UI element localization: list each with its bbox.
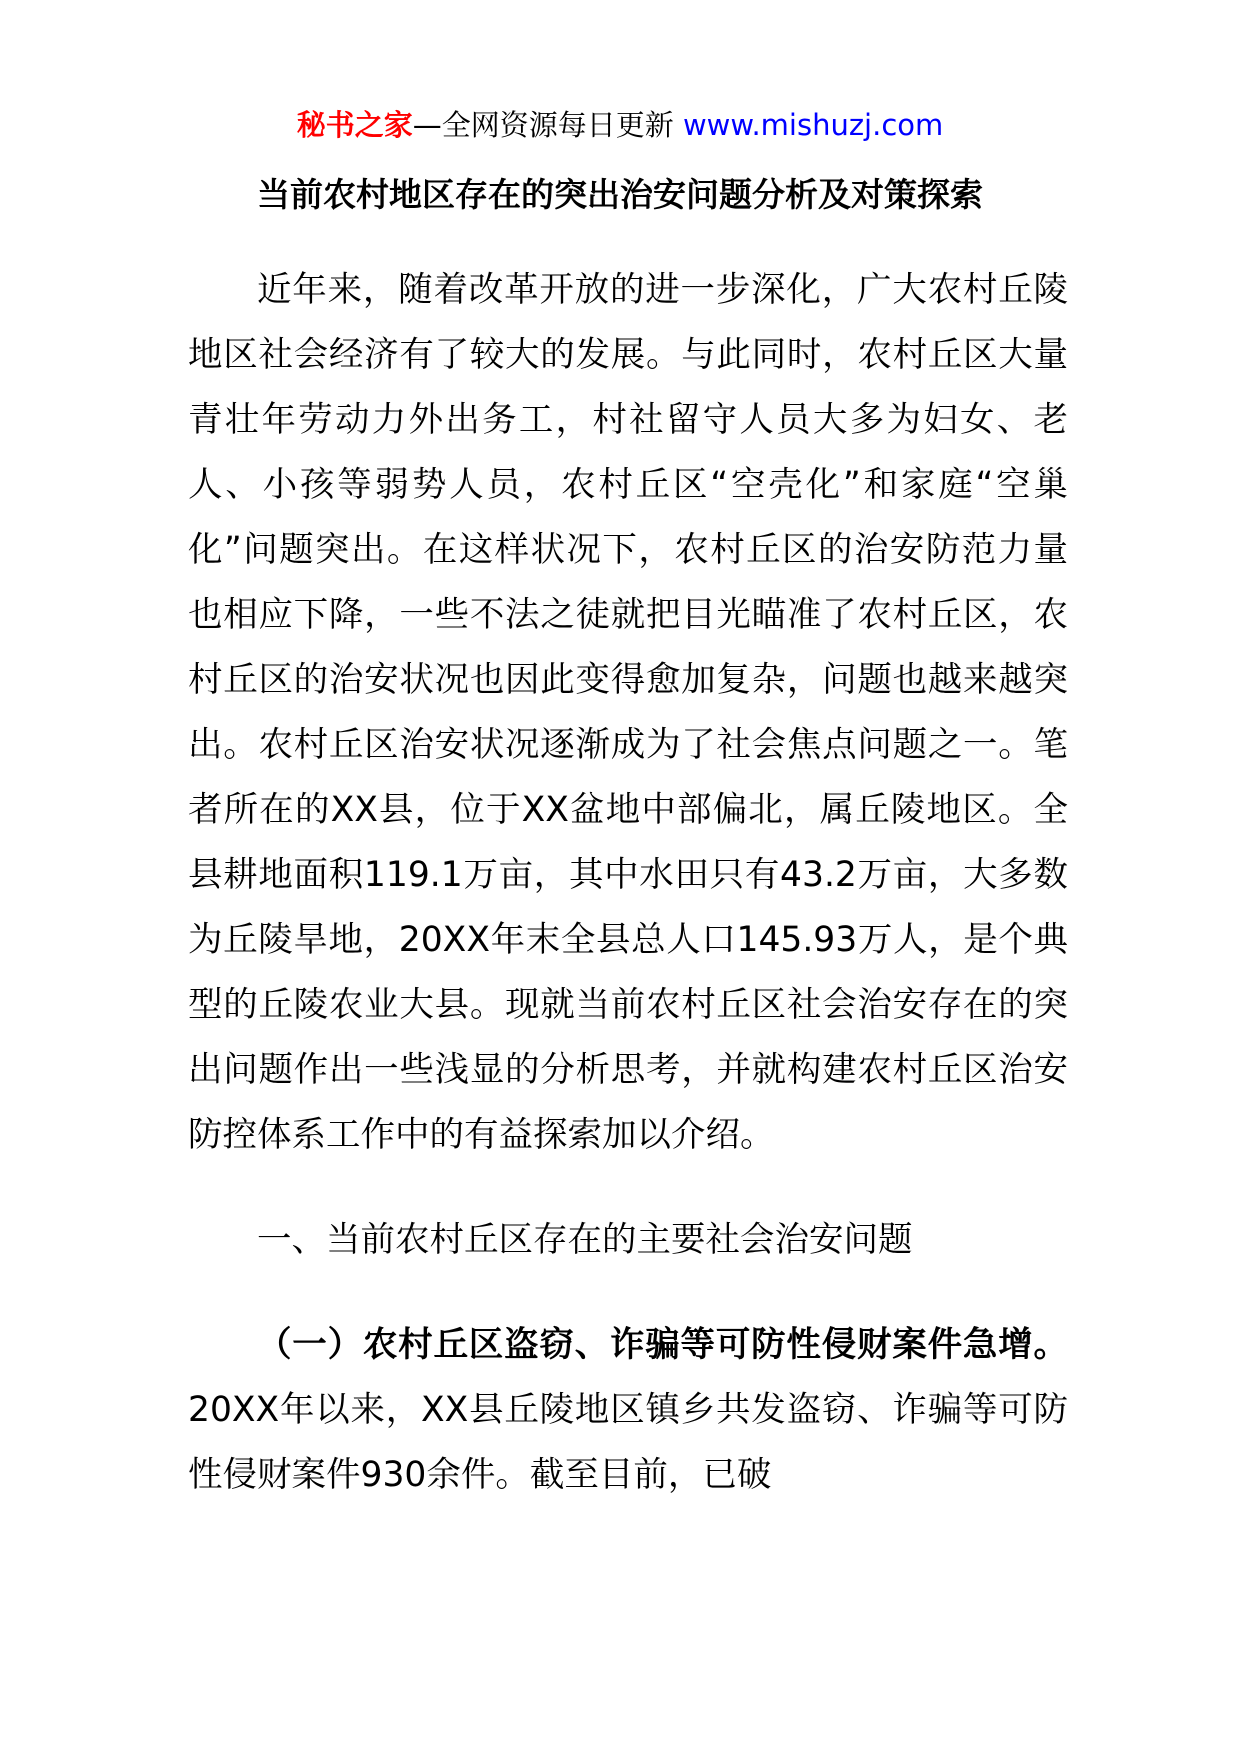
subsection-lead: （一）农村丘区盗窃、诈骗等可防性侵财案件急增。 <box>257 1325 1068 1365</box>
watermark-header <box>0 105 1240 145</box>
section-heading: 一、当前农村丘区存在的主要社会治安问题 <box>257 1220 913 1260</box>
subsection-paragraph <box>188 1313 1068 1508</box>
brand-name: 秘书之家 <box>296 108 413 142</box>
subsection-text: 20XX年以来，XX县丘陵地区镇乡共发盗窃、诈骗等可防性侵财案件930余件。截至目前，已破 <box>188 1390 1068 1495</box>
document-title: 当前农村地区存在的突出治安问题分析及对策探索 <box>257 175 983 214</box>
intro-paragraph: 近年来，随着改革开放的进一步深化，广大农村丘陵地区社会经济有了较大的发展。与此同时，农村丘区大量青壮年劳动力外出务工，村社留守人员大多为妇女、老人、小孩等弱势人员，农村丘区“空壳化”和家庭“空巢化”问题突出。在这样状况下，农村丘区的治安防范力量也相应下降，一些不法之徒就把目光瞄准了农村丘区，农村丘区的治安状况也因此变得愈加复杂，问题也越来越突出。农村丘区治安状况逐渐成为了社会焦点问题之一。笔者所在的XX县，位于XX盆地中部偏北，属丘陵地区。全县耕地面积119.1万亩，其中水田只有43.2万亩，大多数为丘陵旱地，20XX年末全县总人口145.93万人，是个典型的丘陵农业大县。现就当前农村丘区社会治安存在的突出问题作出一些浅显的分析思考，并就构建农村丘区治安防控体系工作中的有益探索加以介绍。 <box>188 270 1068 1155</box>
site-url-link[interactable]: www.mishuzj.com <box>682 108 944 142</box>
document-body <box>188 258 1068 1508</box>
header-tagline: —全网资源每日更新 <box>412 108 674 142</box>
